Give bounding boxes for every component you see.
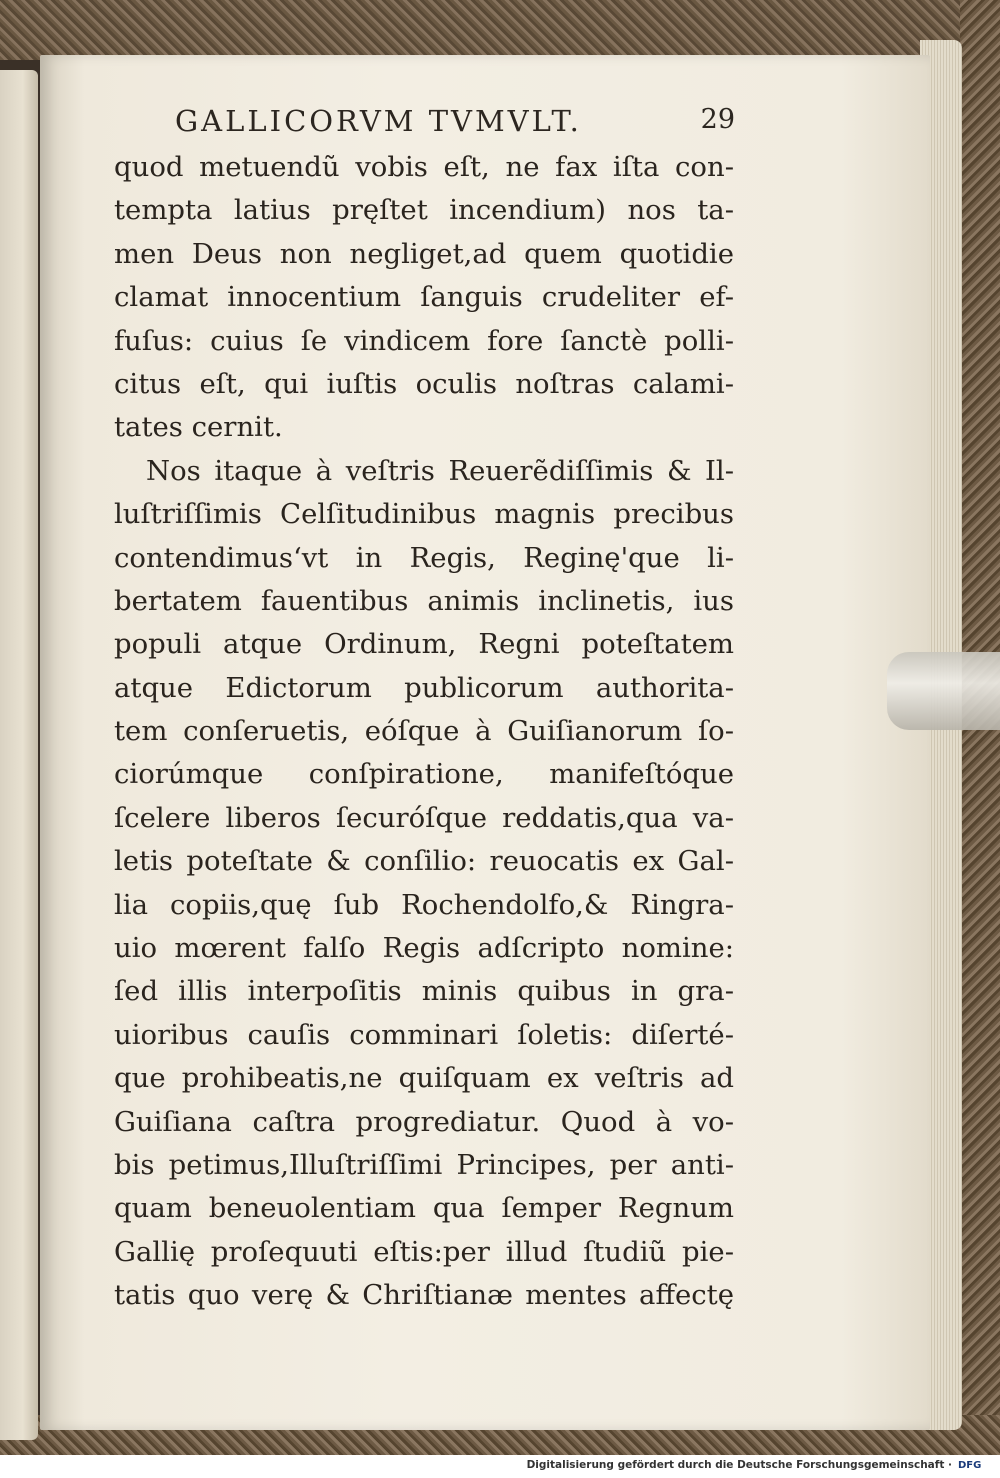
text-line: fuſus: cuius ſe vindicem fore ſanctè polli-	[114, 324, 734, 357]
text-line: letis poteſtate & conſilio: reuocatis ex Gal-	[114, 845, 734, 878]
cover-top-edge	[0, 0, 1000, 60]
body-text	[114, 146, 734, 1318]
text-line: clamat innocentium ſanguis crudeliter ef-	[114, 281, 734, 314]
text-line: citus eſt, qui iuſtis oculis noſtras calami-	[114, 367, 734, 400]
text-line: quam beneuolentiam qua ſemper Regnum	[114, 1192, 734, 1225]
text-line: ſed illis interpoſitis minis quibus in gra-	[114, 975, 734, 1008]
text-line: tatis quo verę & Chriſtianæ mentes affectę	[114, 1279, 734, 1312]
text-line: ſcelere liberos ſecuróſque reddatis,qua va-	[114, 801, 734, 834]
funding-credit: Digitalisierung gefördert durch die Deutsche Forschungsgemeinschaft ·	[526, 1459, 952, 1471]
footer-bar	[0, 1455, 1000, 1478]
text-line: bis petimus,Illuſtriſſimi Principes, per anti-	[114, 1148, 734, 1181]
text-line: uioribus cauſis comminari ſoletis: diſerté-	[114, 1018, 734, 1051]
text-line: tem conſeruetis, eóſque à Guiſianorum ſo-	[114, 715, 734, 748]
dfg-logo: DFG	[958, 1460, 982, 1471]
text-line: men Deus non negliget,ad quem quotidie	[114, 237, 734, 270]
text-line: atque Edictorum publicorum authorita-	[114, 671, 734, 704]
text-line: lia copiis,quę ſub Rochendolfo,& Ringra-	[114, 888, 734, 921]
text-line: Nos itaque à veſtris Reuerẽdiſſimis & Il-	[146, 454, 734, 487]
text-line: que prohibeatis,ne quiſquam ex veſtris ad	[114, 1062, 734, 1095]
text-line: bertatem fauentibus animis inclinetis, ius	[114, 584, 734, 617]
page-clip	[887, 652, 1000, 730]
text-line: ciorúmque conſpiratione, manifeſtóque	[114, 758, 734, 791]
text-line: Gallię proſequuti eſtis:per illud ſtudiũ pie-	[114, 1235, 734, 1268]
text-line: tates cernit.	[114, 411, 283, 444]
text-line: luſtriſſimis Celſitudinibus magnis precibus	[114, 498, 734, 531]
text-line: populi atque Ordinum, Regni poteſtatem	[114, 628, 734, 661]
page-number: 29	[700, 104, 735, 135]
text-line: uio mœrent falſo Regis adſcripto nomine:	[114, 932, 734, 965]
text-line: tempta latius pręſtet incendium) nos ta-	[114, 194, 734, 227]
running-head-title: GALLICORVM TVMVLT.	[175, 104, 582, 138]
facing-page-edge	[0, 70, 38, 1440]
text-line: contendimus‘vt in Regis, Reginę'que li-	[114, 541, 734, 574]
running-head	[175, 104, 735, 138]
text-line: Guiſiana caſtra progrediatur. Quod à vo-	[114, 1105, 734, 1138]
text-line: quod metuendũ vobis eſt, ne fax iſta con-	[114, 151, 734, 183]
